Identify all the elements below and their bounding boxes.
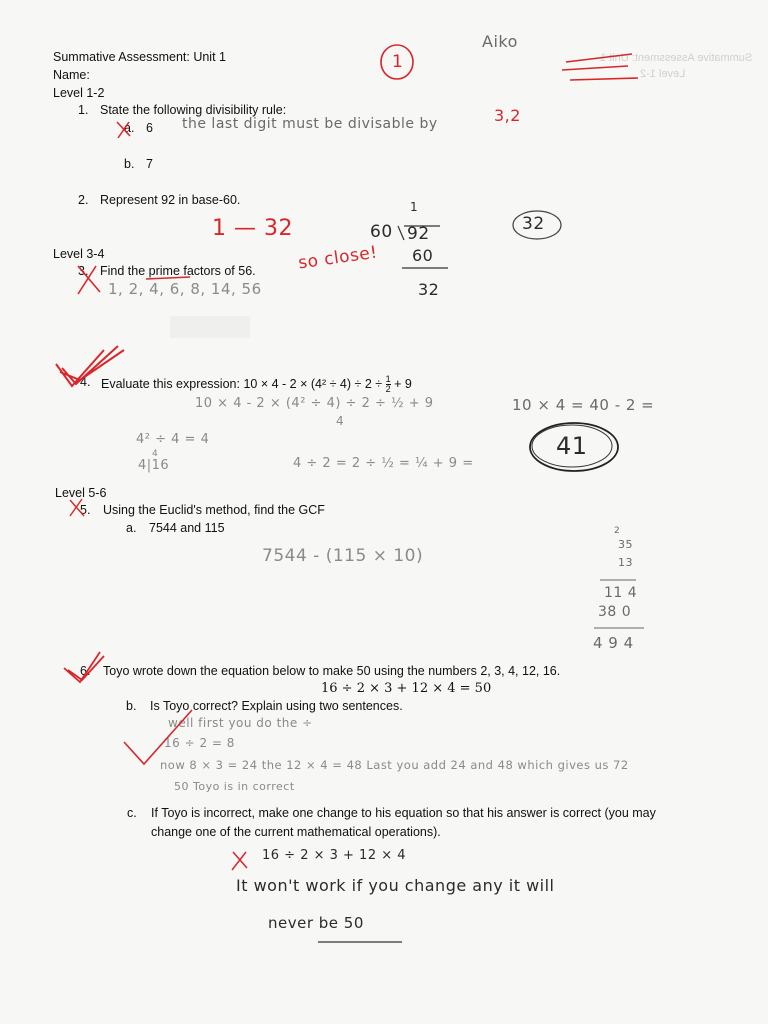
sub-question-value: 7544 and 115 [149, 521, 225, 535]
level-heading: Level 3-4 [53, 247, 105, 261]
eraser-smudge [170, 316, 250, 338]
sub-question-label: b. [124, 157, 135, 171]
handwritten-work: 4 [336, 414, 345, 428]
level-heading: Level 1-2 [53, 86, 105, 100]
handwritten-answer: never be 50 [268, 914, 364, 932]
handwritten-work: 10 × 4 - 2 × (4² ÷ 4) ÷ 2 ÷ ½ + 9 [195, 396, 434, 411]
handwritten-work: 4² ÷ 4 = 4 [136, 432, 210, 447]
sub-question-value: 7 [146, 157, 153, 171]
handwritten-work: 13 [618, 556, 633, 569]
handwritten-work: 38 0 [598, 604, 632, 620]
handwritten-work: 2 [614, 526, 621, 536]
level-heading: Level 5-6 [55, 486, 107, 500]
question-number: 3. [78, 264, 89, 278]
sub-question-value: 6 [146, 121, 153, 135]
handwritten-answer: 1, 2, 4, 6, 8, 14, 56 [108, 280, 262, 298]
handwritten-answer-red: 3,2 [494, 106, 521, 125]
question-prompt: Using the Euclid's method, find the GCF [103, 503, 325, 517]
handwritten-work: 4|16 [138, 458, 170, 473]
student-name: Aiko [482, 32, 518, 51]
sub-question-label: c. [127, 806, 137, 820]
work-quotient: 1 [410, 200, 419, 214]
bleed-through-text: Level 1-2 [640, 68, 686, 80]
handwritten-answer: 16 ÷ 2 × 3 + 12 × 4 [262, 848, 407, 863]
work-divisor: 60 [370, 222, 393, 242]
red-answer: 1 — 32 [212, 216, 293, 241]
page-title: Summative Assessment: Unit 1 [53, 50, 226, 64]
bleed-through-text: Summative Assessment: Unit 1 [600, 52, 753, 64]
question-prompt: State the following divisibility rule: [100, 103, 287, 117]
work-dividend: 92 [407, 224, 430, 244]
question-prompt: Represent 92 in base-60. [100, 193, 241, 207]
handwritten-work: 10 × 4 = 40 - 2 = [512, 396, 655, 414]
score-circled: 1 [392, 52, 404, 72]
equation: 16 ÷ 2 × 3 + 12 × 4 = 50 [321, 681, 492, 696]
question-number: 5. [80, 503, 91, 517]
fraction: $\frac{1}{2}$ [385, 374, 391, 394]
handwritten-answer: the last digit must be divisable by [182, 116, 438, 132]
work-subtract: 60 [412, 246, 434, 265]
teacher-comment: so close! [296, 242, 379, 274]
handwritten-answer: 16 ÷ 2 = 8 [164, 736, 235, 750]
question-prompt: Find the prime factors of 56. [100, 264, 256, 278]
handwritten-work: 4 9 4 [593, 634, 634, 652]
handwritten-answer: now 8 × 3 = 24 the 12 × 4 = 48 Last you add 24 and 48 which gives us 72 [160, 758, 629, 772]
handwritten-work: 35 [618, 538, 633, 551]
handwritten-work: 4 [152, 449, 159, 459]
question-number: 2. [78, 193, 89, 207]
sub-question-prompt: Is Toyo correct? Explain using two sentences. [150, 699, 403, 713]
sub-question-label: a. [124, 121, 135, 135]
question-number: 6. [80, 664, 91, 678]
handwritten-answer: well first you do the ÷ [168, 716, 313, 730]
question-number: 1. [78, 103, 89, 117]
handwritten-answer: It won't work if you change any it will [236, 876, 555, 895]
name-label: Name: [53, 68, 90, 82]
sub-question-label: b. [126, 699, 137, 713]
handwritten-work: 11 4 [604, 585, 638, 601]
sub-question-prompt: If Toyo is incorrect, make one change to his equation so that his answer is correct (you may [151, 806, 656, 820]
handwritten-work: 7544 - (115 × 10) [262, 546, 424, 566]
handwritten-answer: 50 Toyo is in correct [174, 780, 295, 793]
work-remainder: 32 [418, 280, 440, 299]
question-prompt: Toyo wrote down the equation below to make 50 using the numbers 2, 3, 4, 12, 16. [103, 664, 561, 678]
handwritten-work: 4 ÷ 2 = 2 ÷ ½ = ¼ + 9 = [293, 456, 474, 471]
sub-question-label: a. [126, 521, 137, 535]
sub-question-prompt: change one of the current mathematical operations). [151, 825, 441, 839]
circled-answer: 41 [556, 432, 588, 460]
question-prompt: Evaluate this expression: 10 × 4 - 2 × (4² ÷ 4) ÷ 2 ÷ $\frac{1}{2}$ + 9 [101, 374, 412, 394]
circled-answer: 32 [522, 214, 545, 234]
question-number: 4. [80, 375, 91, 389]
x-mark-icon [232, 852, 247, 870]
